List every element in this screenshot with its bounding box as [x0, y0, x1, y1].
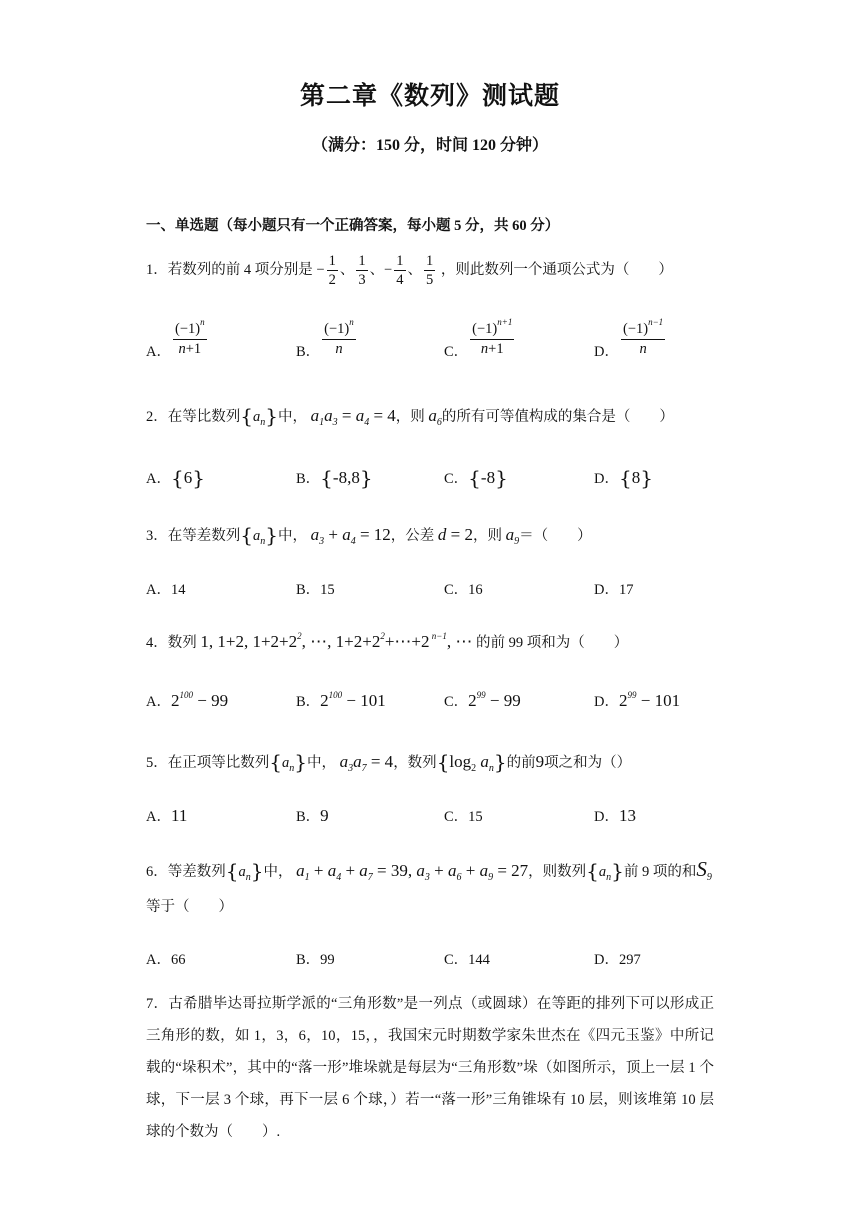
q2-option-d: D．{8}	[594, 466, 653, 490]
q4-option-d: D．$2^{99} - 101$	[594, 690, 681, 710]
q1-sequence: − $\frac{1}{2}$ 、 $\frac{1}{3}$ 、− $\frac{1}{4}$ 、 $\frac{1}{5}$	[316, 253, 434, 288]
q1-option-c: C． $\frac{(-1)^{n+1}}{n+1}$	[444, 317, 513, 361]
question-2: 2．在等比数列$\{a_n\}$中， $a_1a_3 = a_4 = 4$，则 $a_6$的所有可等值构成的集合是（ ）	[146, 404, 674, 428]
q2-option-c: C．{-8}	[444, 466, 508, 490]
question-6-line2: 等于（ ）	[146, 899, 233, 915]
question-1-tail: ，则此数列一个通项公式为（ ）	[440, 261, 673, 278]
question-3: 3．在等差数列$\{a_n\}$中， $a_3 + a_4 = 12$，公差 d = 2，则 $a_9=$（ ）	[146, 523, 592, 547]
q1-option-b: B． $\frac{(-1)^n}{n}$	[296, 317, 354, 361]
question-1	[146, 252, 673, 289]
question-1-lead: 1．若数列的前 4 项分别是	[146, 261, 313, 278]
question-6: 6．等差数列$\{a_n\}$中， $a_1 + a_4 + a_7 = 39$, $a_3 + a_6 + a_9 = 27$，则数列$\{a_n\}$前 9 项的和$S_9$	[146, 857, 712, 883]
q1-option-d: D． $\frac{(-1)^{n-1}}{n}$	[594, 317, 664, 361]
q6-option-b: B．99	[296, 952, 335, 968]
q6-option-d: D．297	[594, 952, 641, 968]
q5-option-d: D．13	[594, 806, 636, 825]
q3-option-c: C．16	[444, 582, 483, 598]
q6-option-c: C．144	[444, 952, 490, 968]
q3-option-a: A．14	[146, 582, 186, 598]
question-4: 4．数列 1, 1+2, $1+2+2^2$, ⋯, $1+2+2^2+\cdots+2$ $^{n-1}$, ⋯ 的前 99 项和为（ ）	[146, 631, 629, 651]
q4-option-c: C．$2^{99} - 99$	[444, 690, 521, 710]
q5-option-a: A．11	[146, 806, 188, 825]
q4-option-a: A．$2^{100} - 99$	[146, 690, 229, 710]
q3-option-d: D．17	[594, 582, 634, 598]
q1-option-a: A． $\frac{(-1)^n}{n+1}$	[146, 317, 205, 361]
question-5: 5．在正项等比数列$\{a_n\}$中， $a_3a_7 = 4$，数列{$\log_2$ $a_n$}的前9项之和为（）	[146, 750, 632, 774]
q6-option-a: A．66	[146, 952, 186, 968]
page-title: 第二章《数列》测试题	[299, 83, 560, 110]
q4-option-b: B．$2^{100} - 101$	[296, 690, 386, 710]
page-subtitle: （满分：150 分，时间 120 分钟）	[311, 137, 548, 154]
question-7: 7．古希腊毕达哥拉斯学派的“三角形数”是一列点（或圆球）在等距的排列下可以形成正三角形的数，如 1，3，6，10，15，，我国宋元时期数学家朱世杰在《四元玉鉴》中所记载的“垛积术”，其中的“落一形”堆垛就是每层为“三角形数”垛（如图所示，顶上一层 1 个球，下一层 3 个球，再下一层 6 个球，）若一“落一形”三角锥垛有 10 层，则该堆第 10 层球的个数为（ ）.	[146, 996, 714, 1140]
q3-option-b: B．15	[296, 582, 335, 598]
q5-option-c: C．15	[444, 809, 483, 825]
section-heading: 一、单选题（每小题只有一个正确答案，每小题 5 分，共 60 分）	[146, 218, 560, 234]
q2-option-b: B．{-8,8}	[296, 466, 373, 490]
q2-option-a: A．{6}	[146, 466, 205, 490]
q5-option-b: B．9	[296, 806, 329, 825]
